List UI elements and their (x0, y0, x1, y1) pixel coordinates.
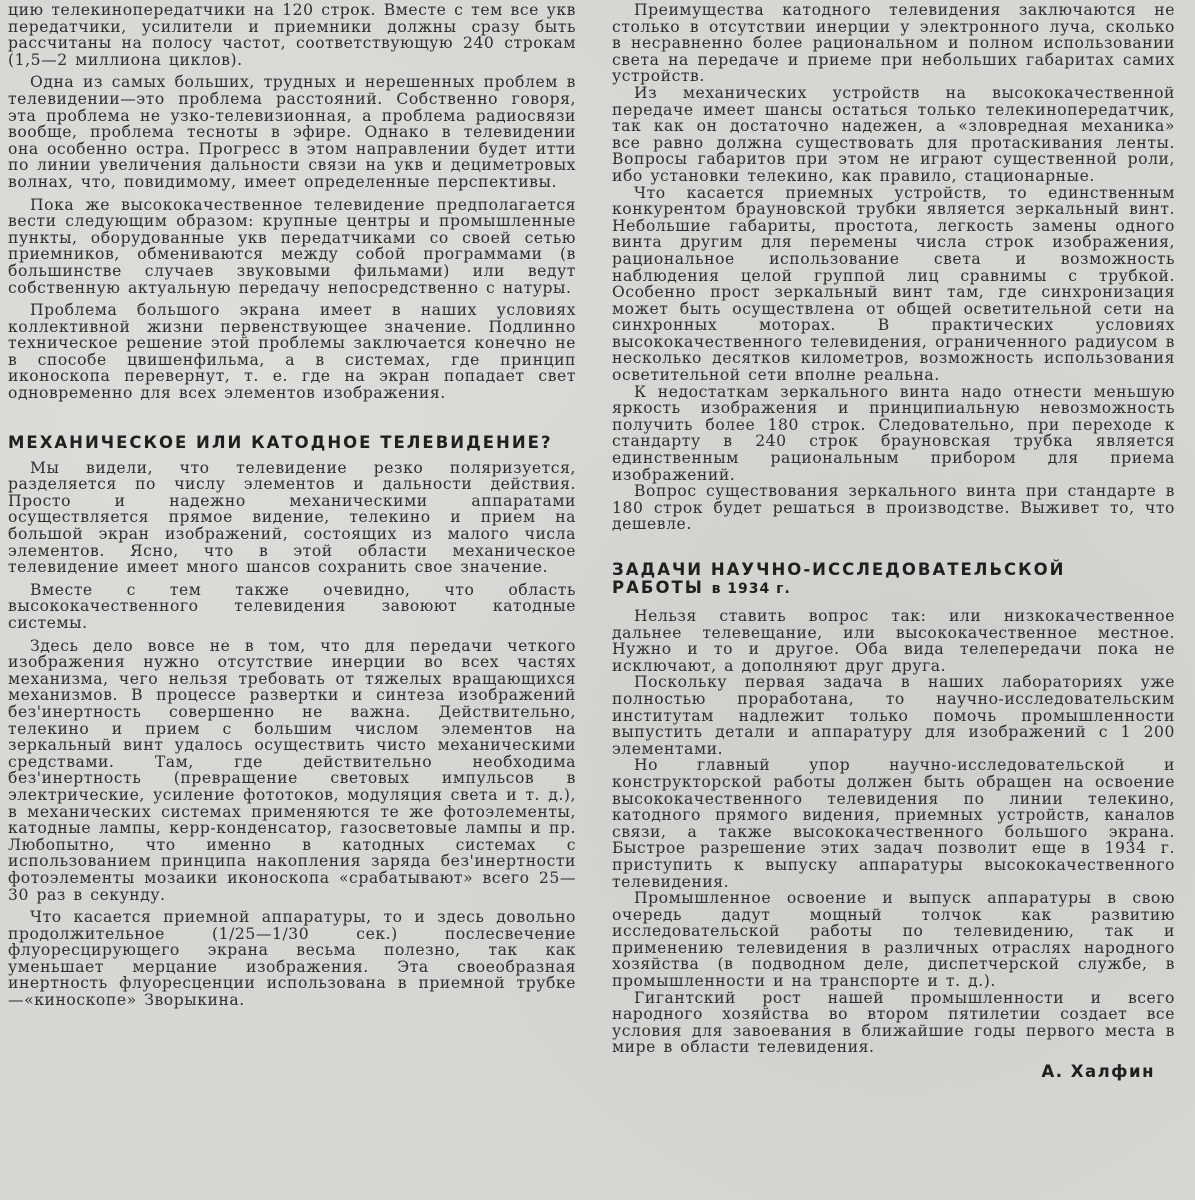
paragraph: Мы видели, что телевидение резко поляризуется, разделяется по числу элементов и дальности действия. Просто и надежно механическими аппаратами осуществляется прямое видение, телекино и прием на большой экран изображений, состоящих из малого числа элементов. Ясно, что в этой области механическое телевидение имеет много шансов сохранить свое значение. (8, 458, 576, 577)
author-signature: А. Халфин (1041, 1062, 1155, 1082)
section-heading-mechanical-or-cathode: МЕХАНИЧЕСКОЕ ИЛИ КАТОДНОЕ ТЕЛЕВИДЕНИЕ? (8, 432, 553, 452)
heading-line-1: ЗАДАЧИ НАУЧНО-ИССЛЕДОВАТЕЛЬСКОЙ (612, 560, 1066, 579)
paragraph: Но главный упор научно-исследовательской и конструкторской работы должен быть обращен на освоение высококачественного телевидения по линии телекино, катодного прямого видения, приемных устройств, каналов связи, а также высококачественного большого экрана. Быстрое разрешение этих задач позволит еще в 1934 г. приступить к выпуску аппаратуры высококачественного телевидения. (612, 756, 1175, 891)
paragraph: Вместе с тем также очевидно, что область высококачественного телевидения завоюют катодные системы. (8, 580, 576, 632)
paragraph: К недостаткам зеркального винта надо отнести меньшую яркость изображения и принципиальную невозможность получить более 180 строк. Следовательно, при переходе к стандарту в 240 строк брауновская трубка является единственным рациональным прибором для приема изображений. (612, 382, 1175, 484)
paragraph: Преимущества катодного телевидения заключаются не столько в отсутствии инерции у электронного луча, сколько в несравненно более рациональном и полном использовании света на передаче и приеме при небольших габаритах самих устройств. (612, 1, 1175, 86)
paragraph: Из механических устройств на высококачественной передаче имеет шансы остаться только телекинопередатчик, так как он достаточно надежен, а «зловредная механика» все равно должна существовать для протаскивания ленты. Вопросы габаритов при этом не играют существенной роли, ибо установки телекино, как правило, стационарные. (612, 83, 1175, 185)
section-heading-research-tasks (612, 561, 1175, 598)
paragraph: Гигантский рост нашей промышленности и всего народного хозяйства во втором пятилетии создает все условия для завоевания в ближайшие годы первого места в мире в области телевидения. (612, 988, 1175, 1057)
paragraph: Что касается приемных устройств, то единственным конкурентом брауновской трубки является зеркальный винт. Небольшие габариты, простота, легкость замены одного винта другим для перемены числа строк изображения, рациональное использование света и возможность наблюдения целой группой лиц сравнимы с трубкой. Особенно прост зеркальный винт там, где синхронизация может быть осуществлена от общей осветительной сети на синхронных моторах. В практических условиях высококачественного телевидения, ограниченного радиусом в несколько десятков километров, возможность использования осветительной сети вполне реальна. (612, 183, 1175, 385)
left-column (8, 2, 576, 1009)
paragraph: Проблема большого экрана имеет в наших условиях коллективной жизни первенствующее значение. Подлинно техническое решение этой проблемы заключается конечно не в способе цвишенфильма, а в системах, где принцип иконоскопа перевернут, т. е. где на экран попадает свет одновременно для всех элементов изображения. (8, 301, 576, 403)
paragraph: Промышленное освоение и выпуск аппаратуры в свою очередь дадут мощный толчок как развитию исследовательской работы по телевидению, так и применению телевидения в различных отраслях народного хозяйства (в подводном деле, диспетчерской службе, в промышленности и на транспорте и т. д.). (612, 889, 1175, 991)
heading-year: в 1934 г. (711, 581, 791, 597)
right-column (612, 2, 1175, 1081)
paragraph: Нельзя ставить вопрос так: или низкокачественное дальнее телевещание, или высококачественное местное. Нужно и то и другое. Оба вида телепередачи пока не исключают, а дополняют друг друга. (612, 607, 1175, 675)
paragraph: Что касается приемной аппаратуры, то и здесь довольно продолжительное (1/25—1/30 сек.) послесвечение флуоресцирующего экрана весьма полезно, так как уменьшает мерцание изображения. Эта своеобразная инертность флуоресценции использована в приемной трубке—«киноскопе» Зворыкина. (8, 908, 576, 1010)
paragraph: Здесь дело вовсе не в том, что для передачи четкого изображения нужно отсутствие инерции во всех частях механизма, чего нельзя требовать от тяжелых вращающихся механизмов. В процессе развертки и синтеза изображений без'инертность совершенно не важна. Действительно, телекино и прием с большим числом элементов на зеркальный винт удалось осуществить чисто механическими средствами. Там, где действительно необходима без'инертность (превращение световых импульсов в электрические, усиление фототоков, модуляция света и т. д.), в механических системах применяются те же фотоэлементы, катодные лампы, керр-конденсатор, газосветовые лампы и пр. Любопытно, что именно в катодных системах с использованием принципа накопления заряда без'инертности фотоэлементы мозаики иконоскопа «срабатывают» всего 25—30 раз в секунду. (8, 636, 576, 904)
paragraph: Одна из самых больших, трудных и нерешенных проблем в телевидении—это проблема расстояний. Собственно говоря, эта проблема не узко-телевизионная, а проблема радиосвязи вообще, проблема тесноты в эфире. Однако в телевидении она особенно остра. Прогресс в этом направлении будет итти по линии увеличения дальности связи на укв и дециметровых волнах, что, повидимому, имеет определенные перспективы. (8, 73, 576, 191)
paragraph: Поскольку первая задача в наших лабораториях уже полностью проработана, то научно-исследовательским институтам надлежит только помочь промышленности выпустить детали и аппаратуру для изображений с 1 200 элементами. (612, 673, 1175, 758)
paragraph: Пока же высококачественное телевидение предполагается вести следующим образом: крупные центры и промышленные пункты, оборудованные укв передатчиками со своей сетью приемников, обмениваются между собой программами (в большинстве случаев звуковыми фильмами) или ведут собственную актуальную передачу непосредственно с натуры. (8, 195, 576, 297)
paragraph: цию телекинопередатчики на 120 строк. Вместе с тем все укв передатчики, усилители и приемники должны сразу быть рассчитаны на полосу частот, соответствующую 240 строкам (1,5—2 миллиона циклов). (8, 1, 576, 69)
paragraph: Вопрос существования зеркального винта при стандарте в 180 строк будет решаться в производстве. Выживет то, что дешевле. (612, 482, 1175, 534)
heading-line-2: РАБОТЫ (612, 578, 704, 597)
